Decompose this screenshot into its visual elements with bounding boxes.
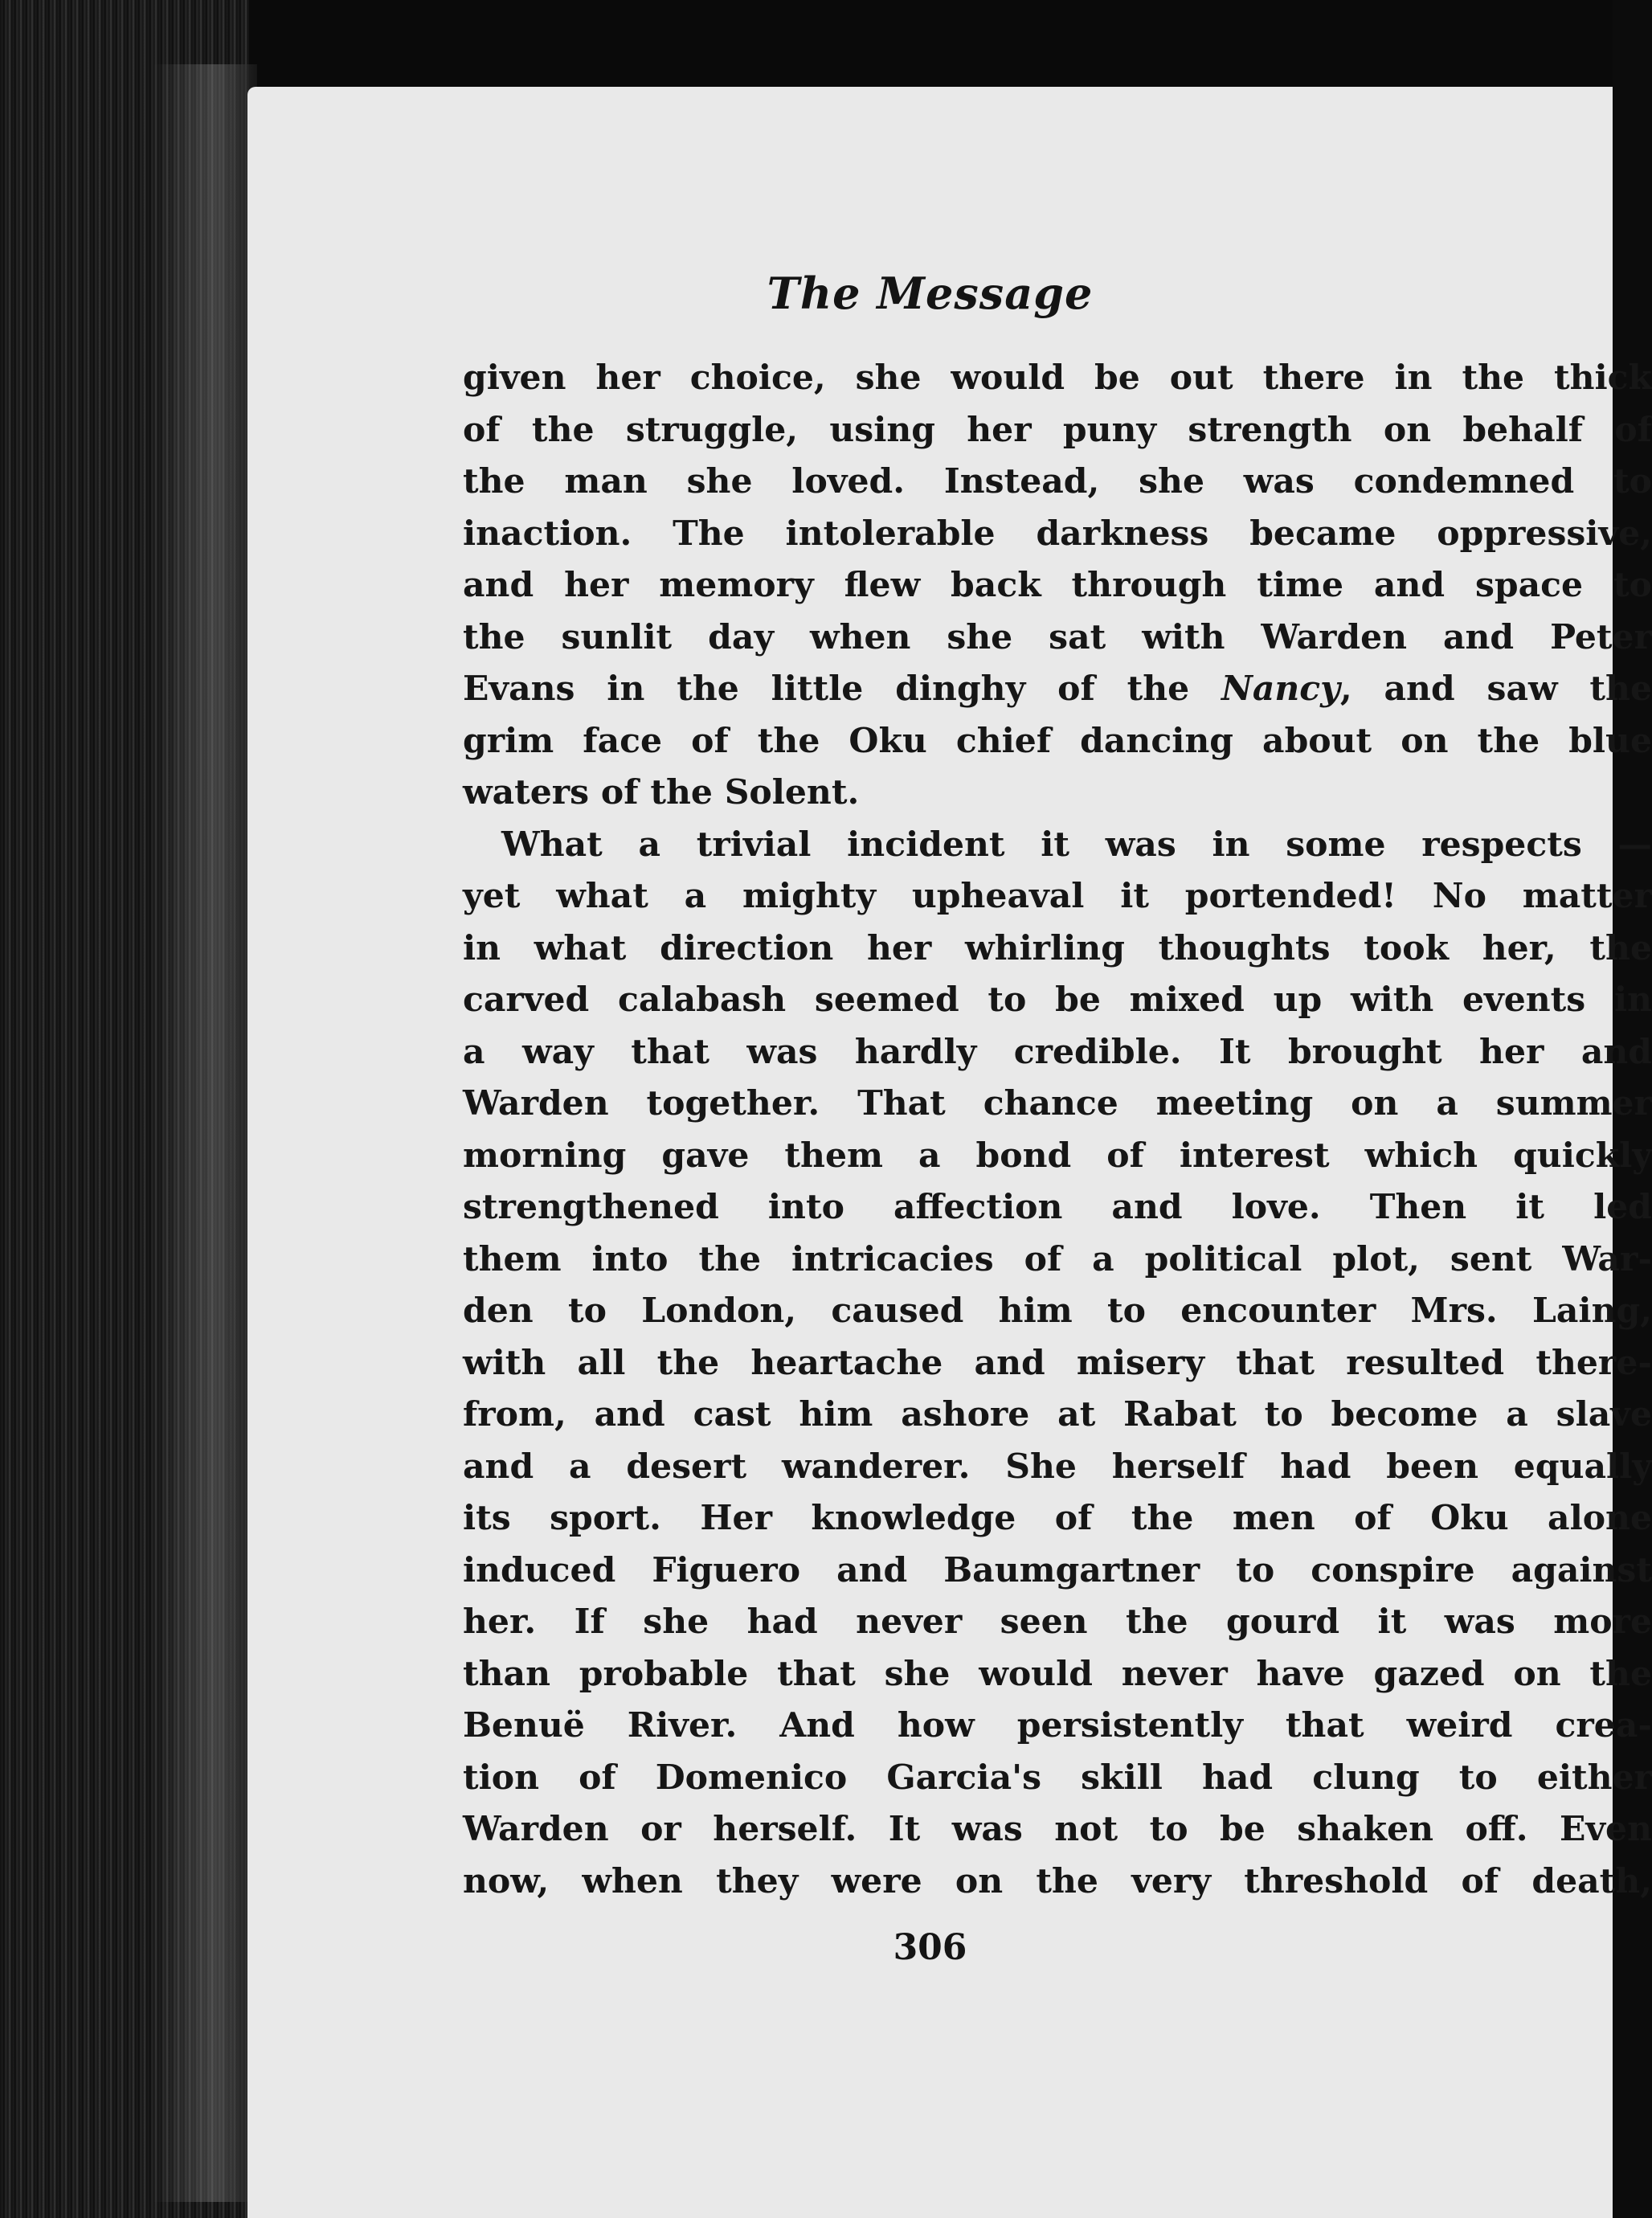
text-line: her. If she had never seen the gourd it was more	[463, 1602, 1652, 1642]
text-line: inaction. The intolerable darkness became oppressive,	[463, 513, 1652, 554]
paragraph-2	[463, 819, 1652, 1908]
body-text	[463, 352, 1652, 1907]
text-line: and her memory flew back through time and space to	[463, 565, 1652, 605]
text-line: given her choice, she would be out there in the thick	[463, 358, 1652, 398]
text-line: now, when they were on the very threshold of death,	[463, 1860, 1652, 1901]
text-line: Warden together. That chance meeting on a summer	[463, 1083, 1652, 1123]
text-line: morning gave them a bond of interest which quickly	[463, 1135, 1652, 1176]
text-line: Warden or herself. It was not to be shaken off. Even	[463, 1809, 1652, 1849]
text-line: Benuë River. And how persistently that weird crea-	[463, 1705, 1652, 1745]
running-head: The Message	[767, 268, 1094, 319]
paragraph-1	[463, 352, 1652, 819]
text-line: tion of Domenico Garcia's skill had clung to either	[463, 1757, 1652, 1798]
text-line: induced Figuero and Baumgartner to conspire against	[463, 1549, 1652, 1590]
ship-name: Nancy	[1221, 669, 1340, 709]
text-line: the sunlit day when she sat with Warden and Peter	[463, 616, 1652, 657]
text-line: in what direction her whirling thoughts took her, the	[463, 927, 1652, 968]
text-line: with all the heartache and misery that resulted there-	[463, 1342, 1652, 1383]
text-line: than probable that she would never have gazed on the	[463, 1653, 1652, 1694]
text-line: from, and cast him ashore at Rabat to become a slave	[463, 1394, 1652, 1434]
text-line: yet what a mighty upheaval it portended! No matter	[463, 876, 1652, 916]
text-line: den to London, caused him to encounter Mrs. Laing,	[463, 1291, 1652, 1331]
text-line: its sport. Her knowledge of the men of Oku alone	[463, 1498, 1652, 1538]
text-line: a way that was hardly credible. It brought her and	[463, 1031, 1652, 1072]
text-line: them into the intricacies of a political plot, sent War-	[463, 1238, 1652, 1279]
text-line: of the struggle, using her puny strength on behalf of	[463, 409, 1652, 450]
text-line: grim face of the Oku chief dancing about on the blue	[463, 720, 1652, 761]
book-edge-shadow	[153, 64, 257, 2202]
text-line: waters of the Solent.	[463, 772, 860, 812]
text-line: carved calabash seemed to be mixed up with events in	[463, 980, 1652, 1020]
page-number: 306	[893, 1927, 967, 1968]
text-line: the man she loved. Instead, she was condemned to	[463, 461, 1652, 501]
page-sheet	[247, 87, 1652, 2218]
text-line: Evans in the little dinghy of the Nancy, and saw the	[463, 669, 1652, 709]
text-line: What a trivial incident it was in some respects —	[501, 824, 1652, 865]
text-line: and a desert wanderer. She herself had been equally	[463, 1446, 1652, 1487]
text-line: strengthened into affection and love. Then it led	[463, 1187, 1652, 1227]
